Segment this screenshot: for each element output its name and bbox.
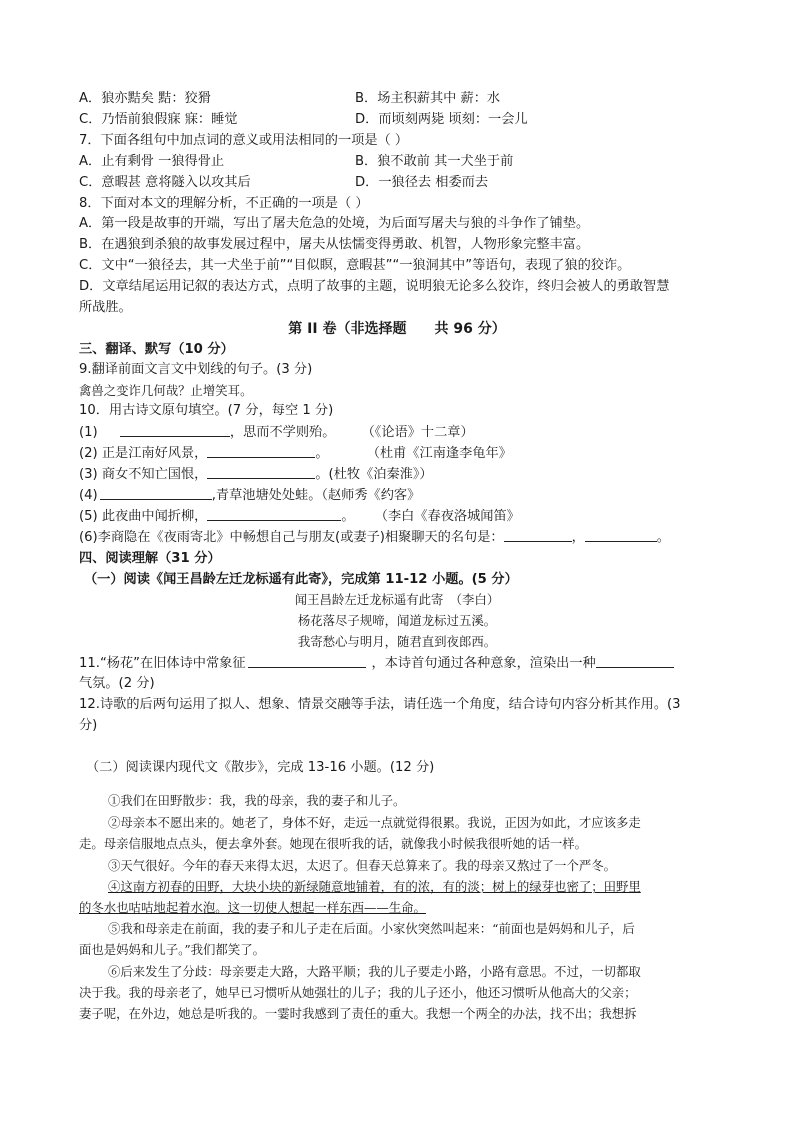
q6-option-d: D．而顷刻两毙 顷刻：一会儿 <box>355 112 528 127</box>
fill-2-end: 。 <box>315 446 329 461</box>
q11 <box>79 655 674 673</box>
q8-option-d: D．文章结尾运用记叙的表达方式，点明了故事的主题，说明狼无论多么狡诈，终归会被人的勇敢智慧 <box>79 279 670 294</box>
fill-3 <box>79 466 433 484</box>
fill-4-blank[interactable] <box>100 487 212 500</box>
q7-stem: 7．下面各组句中加点词的意义或用法相同的一项是（ ） <box>79 133 409 148</box>
section3-heading: 三、翻译、默写（10 分） <box>79 342 234 357</box>
q7-option-c: C．意暇甚 意将隧入以攻其后 <box>79 175 251 190</box>
q11-cont: 气氛。(2 分) <box>79 676 155 691</box>
passage-para-4: ④这南方初春的田野，大块小块的新绿随意地铺着，有的浓，有的淡；树上的绿芽也密了；田野里 <box>108 879 641 894</box>
poem-line-2: 我寄愁心与明月，随君直到夜郎西。 <box>297 634 497 649</box>
subsection-2-heading: （二）阅读课内现代文《散步》，完成 13-16 小题。(12 分) <box>86 760 435 775</box>
fill-6 <box>79 529 670 547</box>
fill-3-end: 。(杜牧《泊秦淮》） <box>315 467 433 482</box>
subsection-1-heading: （一）阅读《闻王昌龄左迁龙标遥有此寄》，完成第 11-12 小题。(5 分） <box>84 572 518 587</box>
passage-para-6-cont-2: 妻子呢，在外边，她总是听我的。一霎时我感到了责任的重大。我想一个两全的办法，找不出；我想拆 <box>79 1006 637 1021</box>
fill-6-blank-2[interactable] <box>585 529 657 542</box>
passage-para-5: ⑤我和母亲走在前面，我的妻子和儿子走在后面。小家伙突然叫起来：“前面也是妈妈和儿子，后 <box>108 921 635 936</box>
q11-blank-2[interactable] <box>596 655 674 668</box>
fill-5-text: (5) 此夜曲中闻折柳， <box>79 509 208 524</box>
q8-stem: 8．下面对本文的理解分析，不正确的一项是（ ） <box>79 196 369 211</box>
fill-4-num: (4) <box>79 488 98 503</box>
fill-2-text: (2) 正是江南好风景， <box>79 446 208 461</box>
fill-4-text: ,青草池塘处处蛙。（赵师秀《约客》 <box>211 488 421 503</box>
passage-para-5-cont: 面也是妈妈和儿子。”我们都笑了。 <box>79 942 265 957</box>
passage-para-6: ⑥后来发生了分歧：母亲要走大路，大路平顺；我的儿子要走小路，小路有意思。不过，一切都取 <box>108 964 641 979</box>
fill-3-blank[interactable] <box>207 466 315 479</box>
fill-2-blank[interactable] <box>207 445 315 458</box>
q12-stem-cont: 分) <box>79 718 98 733</box>
q8-option-a: A．第一段是故事的开端，写出了屠夫危急的处境，为后面写屠夫与狼的斗争作了铺垫。 <box>79 216 590 231</box>
fill-1-source: （《论语》十二章） <box>361 425 474 440</box>
poem-line-1: 杨花落尽子规啼，闻道龙标过五溪。 <box>297 613 497 628</box>
fill-3-text: (3) 商女不知亡国恨， <box>79 467 208 482</box>
fill-2-source: （杜甫《江南逢李龟年》 <box>366 446 512 461</box>
q6-option-b: B．场主积薪其中 薪：水 <box>355 91 501 106</box>
q11-blank-1[interactable] <box>248 655 366 668</box>
poem-title: 闻王昌龄左迁龙标遥有此寄 （李白） <box>294 592 500 607</box>
fill-6-end: 。 <box>656 530 670 545</box>
fill-6-blank-1[interactable] <box>504 529 572 542</box>
fill-2 <box>79 445 512 463</box>
q8-option-c: C．文中“一狼径去，其一犬坐于前”“目似瞑，意暇甚”“一狼洞其中”等语句，表现了狼的狡诈。 <box>79 258 631 273</box>
q7-option-d: D．一狼径去 相委而去 <box>355 175 489 190</box>
q8-option-b: B．在遇狼到杀狼的故事发展过程中，屠夫从怯懦变得勇敢、机智，人物形象完整丰富。 <box>79 237 590 252</box>
q9-stem: 9.翻译前面文言文中划线的句子。(3 分) <box>79 362 313 377</box>
passage-para-4-cont: 的冬水也咕咕地起着水泡。这一切使人想起一样东西——生命。 <box>79 900 426 915</box>
passage-para-1: ①我们在田野散步：我，我的母亲，我的妻子和儿子。 <box>108 793 406 808</box>
fill-4 <box>79 487 420 505</box>
q12-stem: 12.诗歌的后两句运用了拟人、想象、情景交融等手法，请任选一个角度，结合诗句内容分析其作用。(3 <box>79 697 681 712</box>
q8-option-d-cont: 所战胜。 <box>79 300 132 315</box>
passage-para-6-cont-1: 决于我。我的母亲老了，她早已习惯听从她强壮的儿子；我的儿子还小，他还习惯听从他高大的父亲； <box>79 985 637 1000</box>
fill-5-end: 。 <box>341 509 355 524</box>
q11-text-1: 11.“杨花”在旧体诗中常象征 <box>79 656 246 671</box>
fill-5-blank[interactable] <box>207 508 341 521</box>
fill-6-text: (6)李商隐在《夜雨寄北》中畅想自己与朋友(或妻子)相聚聊天的名句是： <box>79 530 504 545</box>
q7-option-b: B．狼不敢前 其一犬坐于前 <box>355 154 514 169</box>
q9-sentence: 禽兽之变诈几何哉？止增笑耳。 <box>79 383 253 398</box>
q10-stem: 10．用古诗文原句填空。(7 分，每空 1 分) <box>79 403 334 418</box>
fill-1-blank[interactable] <box>120 424 230 437</box>
q6-option-a: A．狼亦黠矣 黠：狡猾 <box>79 91 211 106</box>
fill-6-sep: ， <box>571 530 585 545</box>
q7-option-a: A．止有剩骨 一狼得骨止 <box>79 154 225 169</box>
fill-1-num: (1) <box>79 425 98 440</box>
passage-para-2-cont: 走。母亲信服地点点头，便去拿外套。她现在很听我的话，就像我小时候我很听她的话一样。 <box>79 836 588 851</box>
fill-5 <box>79 508 520 526</box>
fill-1 <box>79 424 474 442</box>
q6-option-c: C．乃悟前狼假寐 寐：睡觉 <box>79 112 238 127</box>
fill-1-text: ，思而不学则殆。 <box>229 425 336 440</box>
fill-5-source: （李白《春夜洛城闻笛》 <box>374 509 520 524</box>
passage-para-3: ③天气很好。今年的春天来得太迟，太迟了。但春天总算来了。我的母亲又熬过了一个严冬。 <box>108 858 617 873</box>
section4-heading: 四、阅读理解（31 分） <box>79 551 221 566</box>
passage-para-2: ②母亲本不愿出来的。她老了，身体不好，走远一点就觉得很累。我说，正因为如此，才应该多走 <box>108 815 641 830</box>
q11-text-2: ，本诗首句通过各种意象，渲染出一种 <box>371 656 596 671</box>
part2-title: 第 II 卷（非选择题 共 96 分） <box>288 321 506 337</box>
